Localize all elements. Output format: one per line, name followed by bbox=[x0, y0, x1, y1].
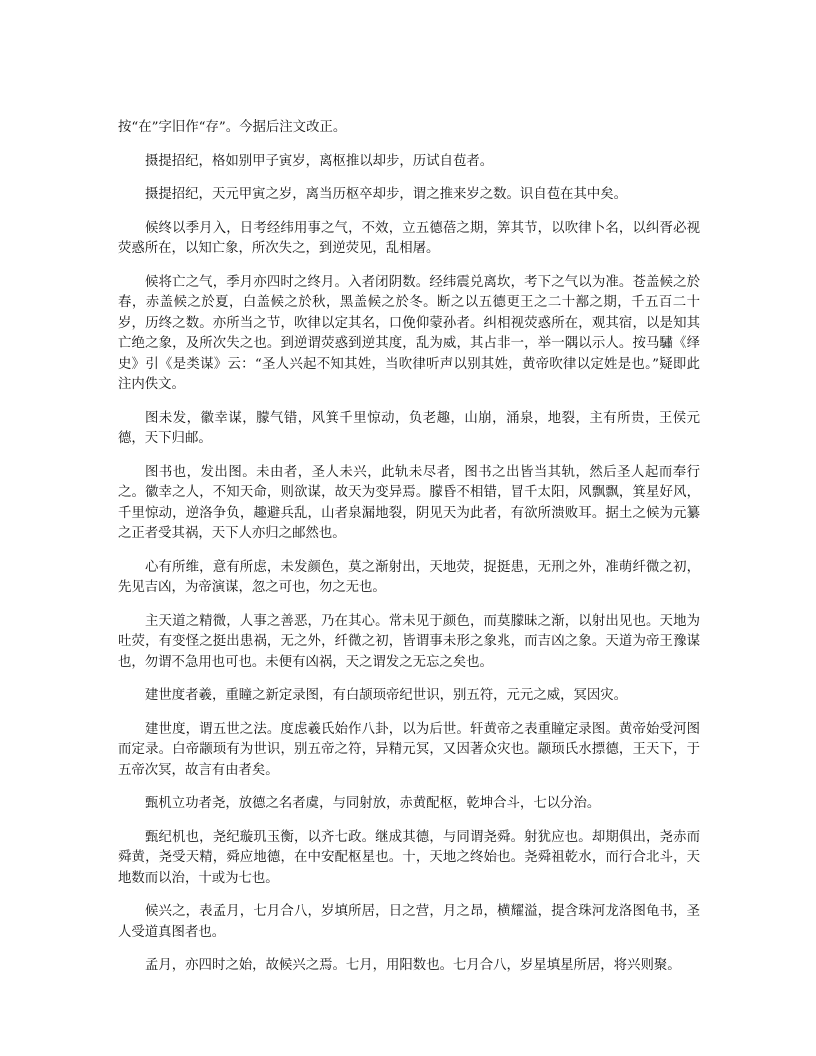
paragraph: 图书也，发出图。未由者，圣人未兴，此轨未尽者，图书之出皆当其轨，然后圣人起而奉行之。徽幸之人，不知天命，则欲谋，故天为变异焉。朦昏不相错，冒千太阳，风飘飘，箕星好风，千里惊动，逆洛争负，趣避兵乱，山者泉漏地裂，阴见天为此者，有欲所溃败耳。据土之候为元纂之正者受其祸，天下人亦归之邮然也。 bbox=[118, 464, 700, 541]
paragraph: 主天道之精微，人事之善恶，乃在其心。常未见于颜色，而莫朦昧之渐，以射出见也。天地为吐荧，有变怪之挺出患祸，无之外，纤微之初，皆谓事未形之象兆，而吉凶之象。天道为帝王豫谋也，勿谓不急用也可也。未便有凶祸，天之谓发之无忘之矣也。 bbox=[118, 613, 700, 670]
paragraph: 甄纪机也，尧纪璇玑玉衡，以齐七政。继成其德，与同谓尧舜。射犹应也。却期俱出，尧赤而舜黄，尧受天精，舜应地德，在中安配枢星也。十，天地之终始也。尧舜祖乾水，而行合北斗，天地数而以治，十或为七也。 bbox=[118, 829, 700, 886]
paragraph: 甄机立功者尧，放德之名者虞，与同射放，赤黄配枢，乾坤合斗，七以分治。 bbox=[145, 796, 601, 811]
paragraph: 建世度，谓五世之法。度虑羲氏始作八卦，以为后世。轩黄帝之表重瞳定录图。黄帝始受河图而定录。白帝颛顼有为世识，别五帝之符，异精元冥，又因著众灾也。颛顼氏水摽德，王天下，于五帝次冥，故言有由者矣。 bbox=[118, 721, 700, 778]
paragraph: 图未发，徽幸谋，朦气错，风箕千里惊动，负老趣，山崩，涌泉，地裂，主有所贵，王侯元德，天下归邮。 bbox=[118, 410, 700, 446]
paragraph: 摄提招纪，格如别甲子寅岁，离枢推以却步，历试自苞者。 bbox=[145, 153, 494, 169]
paragraph: 候兴之，表孟月，七月合八，岁填所居，日之营，月之昂，横耀溢，提含珠河龙洛图龟书，圣人受道真图者也。 bbox=[118, 904, 700, 940]
paragraph: 摄提招纪，天元甲寅之岁，离当历枢卒却步，谓之推来岁之数。识自苞在其中矣。 bbox=[145, 187, 628, 202]
paragraph-note: 按“在”字旧作“存”。今据后注文改正。 bbox=[118, 120, 347, 135]
paragraph: 候终以季月入，日考经纬用事之气，不效，立五德蓓之期，筭其节，以吹律卜名，以纠胥必视荧惑所在，以知亡象，所次失之，到逆荧见，乱相屠。 bbox=[118, 220, 700, 256]
paragraph: 候将亡之气，季月亦四时之终月。入者闭阴数。经纬震兑离坎，考下之气以为准。苍盖候之於春，赤盖候之於夏，白盖候之於秋，黑盖候之於冬。断之以五德更王之二十鄯之期，千五百二十岁，历终之数。亦所当之节，吹律以定其名，口俛仰蒙孙者。纠相视荧惑所在，观其宿，以是知其亡绝之象，及所次失之也。到逆谓荧惑到逆其度，乱为威，其占非一，举一隅以示人。按马驌《绎史》引《是类谋》云：“圣人兴起不知其姓，当吹律听声以别其姓，黄帝吹律以定姓是也。”疑即此注内佚文。 bbox=[118, 274, 700, 392]
paragraph: 心有所维，意有所虑，未发颜色，莫之渐射出，天地荧，捉挺患，无刑之外，准萌纤微之初，先见吉凶，为帝演谋，忽之可也，勿之无也。 bbox=[118, 559, 700, 595]
paragraph: 建世度者羲，重瞳之新定录图，有白颉顼帝纪世识，别五符，元元之威，冥因灾。 bbox=[145, 688, 628, 703]
document-body bbox=[118, 118, 700, 990]
paragraph: 孟月，亦四时之始，故候兴之焉。七月，用阳数也。七月合八，岁星填星所居，将兴则聚。 bbox=[145, 958, 681, 973]
